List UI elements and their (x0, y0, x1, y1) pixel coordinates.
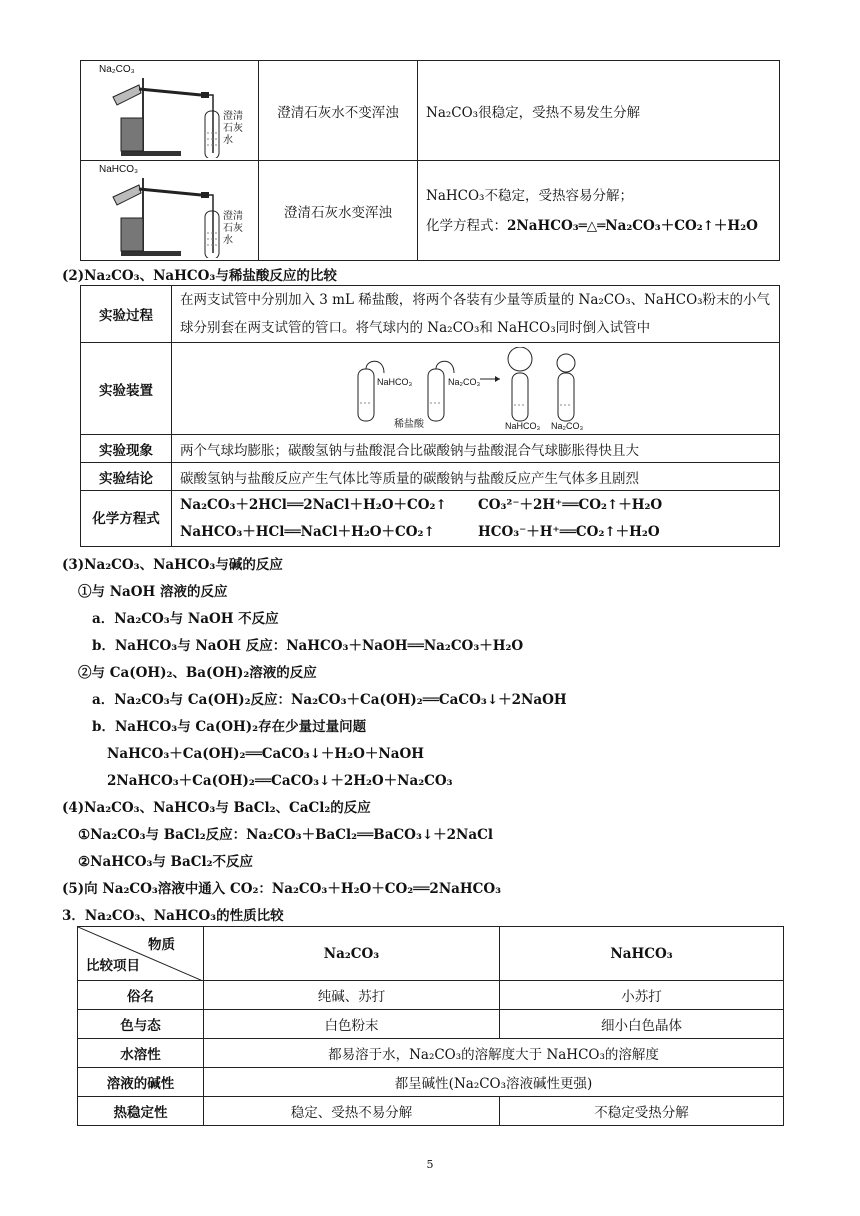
header-bottom-label: 比较项目 (86, 958, 140, 974)
conclusion-cell: Na₂CO₃很稳定，受热不易发生分解 (418, 61, 780, 161)
section-title: (5)向 Na₂CO₃溶液中通入 CO₂：Na₂CO₃＋H₂O＋CO₂══2NaHCO₃ (62, 881, 502, 897)
table-row (81, 343, 780, 435)
apparatus-label: Na₂CO₃ (99, 64, 135, 75)
conclusion-text: 碳酸氢钠与盐酸反应产生气体比等质量的碳酸钠与盐酸反应产生气体多且剧烈 (172, 463, 780, 491)
table-row (81, 463, 780, 491)
row-label: 实验结论 (81, 463, 172, 491)
text-line: ②NaHCO₃与 BaCl₂不反应 (78, 854, 254, 870)
row-label: 色与态 (78, 1010, 204, 1039)
row-label: 热稳定性 (78, 1097, 204, 1126)
table-row (81, 435, 780, 463)
row-label: 化学方程式 (81, 491, 172, 547)
table-row (78, 1010, 784, 1039)
section-title: 3．Na₂CO₃、NaHCO₃的性质比较 (62, 908, 284, 924)
decomposition-equation: 2NaHCO₃═△═Na₂CO₃＋CO₂↑＋H₂O (507, 217, 758, 234)
phenomenon-cell: 澄清石灰水变浑浊 (259, 161, 418, 261)
column-header: NaHCO₃ (500, 927, 784, 981)
tube-label: 澄清石灰水 (223, 111, 243, 146)
table-row (81, 161, 780, 261)
ionic-equation: HCO₃⁻＋H⁺══CO₂↑＋H₂O (478, 523, 660, 540)
equations-cell (172, 491, 780, 547)
section-title: (2)Na₂CO₃、NaHCO₃与稀盐酸反应的比较 (62, 268, 337, 284)
cell: 不稳定受热分解 (500, 1097, 784, 1126)
text-line: 2NaHCO₃＋Ca(OH)₂══CaCO₃↓＋2H₂O＋Na₂CO₃ (107, 773, 453, 789)
acid-reaction-table (80, 285, 780, 547)
column-header: Na₂CO₃ (204, 927, 500, 981)
cell: 纯碱、苏打 (204, 981, 500, 1010)
row-label: 溶液的碱性 (78, 1068, 204, 1097)
na2co3-tag: Na₂CO₃ (551, 421, 584, 431)
text-line: b．NaHCO₃与 NaOH 反应：NaHCO₃＋NaOH══Na₂CO₃＋H₂O (92, 638, 524, 654)
page-number: 5 (426, 1158, 434, 1171)
section-title: (3)Na₂CO₃、NaHCO₃与碱的反应 (62, 557, 283, 573)
heating-comparison-table (80, 60, 780, 261)
merged-cell: 都呈碱性(Na₂CO₃溶液碱性更强) (204, 1068, 784, 1097)
text-line: ①与 NaOH 溶液的反应 (78, 584, 228, 600)
row-label: 实验过程 (81, 286, 172, 343)
nahco3-tag: NaHCO₃ (377, 377, 413, 387)
table-row (81, 61, 780, 161)
device-cell (172, 343, 780, 435)
molecular-equation: NaHCO₃＋HCl══NaCl＋H₂O＋CO₂↑ (180, 523, 435, 540)
row-label: 实验现象 (81, 435, 172, 463)
diagonal-header (78, 927, 204, 981)
table-row (78, 1097, 784, 1126)
molecular-equation: Na₂CO₃＋2HCl══2NaCl＋H₂O＋CO₂↑ (180, 496, 447, 513)
row-label: 水溶性 (78, 1039, 204, 1068)
cell: 细小白色晶体 (500, 1010, 784, 1039)
text-line: ①Na₂CO₃与 BaCl₂反应：Na₂CO₃＋BaCl₂══BaCO₃↓＋2NaCl (78, 827, 494, 843)
apparatus-label: NaHCO₃ (99, 164, 139, 175)
row-label: 实验装置 (81, 343, 172, 435)
nahco3-tag: NaHCO₃ (505, 421, 541, 431)
balloon-apparatus-icon (350, 347, 600, 431)
equation-row (180, 519, 771, 546)
table-row (78, 1068, 784, 1097)
section-title: (4)Na₂CO₃、NaHCO₃与 BaCl₂、CaCl₂的反应 (62, 800, 371, 816)
phenomenon-text: 两个气球均膨胀；碳酸氢钠与盐酸混合比碳酸钠与盐酸混合气球膨胀得快且大 (172, 435, 780, 463)
text-line: a．Na₂CO₃与 NaOH 不反应 (92, 611, 279, 627)
process-text: 在两支试管中分别加入 3 mL 稀盐酸，将两个各装有少量等质量的 Na₂CO₃、NaHCO₃粉末的小气球分别套在两支试管的管口。将气球内的 Na₂CO₃和 NaHCO₃同时倒入试管中 (172, 286, 780, 343)
cell: 白色粉末 (204, 1010, 500, 1039)
na2co3-tag: Na₂CO₃ (448, 377, 481, 387)
row-label: 俗名 (78, 981, 204, 1010)
cell: 稳定、受热不易分解 (204, 1097, 500, 1126)
text-line: ②与 Ca(OH)₂、Ba(OH)₂溶液的反应 (78, 665, 317, 681)
text-line: NaHCO₃＋Ca(OH)₂══CaCO₃↓＋H₂O＋NaOH (107, 746, 424, 762)
equation-line (426, 211, 779, 241)
ionic-equation: CO₃²⁻＋2H⁺══CO₂↑＋H₂O (478, 496, 663, 513)
cell: 小苏打 (500, 981, 784, 1010)
table-row (78, 927, 784, 981)
header-top-label: 物质 (148, 937, 175, 953)
phenomenon-cell: 澄清石灰水不变浑浊 (259, 61, 418, 161)
table-row (78, 1039, 784, 1068)
table-row (78, 981, 784, 1010)
apparatus-cell (81, 161, 259, 261)
table-row (81, 491, 780, 547)
acid-tag: 稀盐酸 (394, 419, 424, 430)
merged-cell: 都易溶于水，Na₂CO₃的溶解度大于 NaHCO₃的溶解度 (204, 1039, 784, 1068)
apparatus-cell (81, 61, 259, 161)
conclusion-cell (418, 161, 780, 261)
property-comparison-table (77, 926, 784, 1126)
equation-prefix: 化学方程式： (426, 217, 507, 234)
conclusion-line: NaHCO₃不稳定，受热容易分解； (426, 187, 633, 204)
tube-label: 澄清石灰水 (223, 211, 243, 246)
equation-row (180, 492, 771, 519)
text-line: a．Na₂CO₃与 Ca(OH)₂反应：Na₂CO₃＋Ca(OH)₂══CaCO₃↓＋2NaOH (92, 692, 567, 708)
text-line: b．NaHCO₃与 Ca(OH)₂存在少量过量问题 (92, 719, 367, 735)
table-row (81, 286, 780, 343)
